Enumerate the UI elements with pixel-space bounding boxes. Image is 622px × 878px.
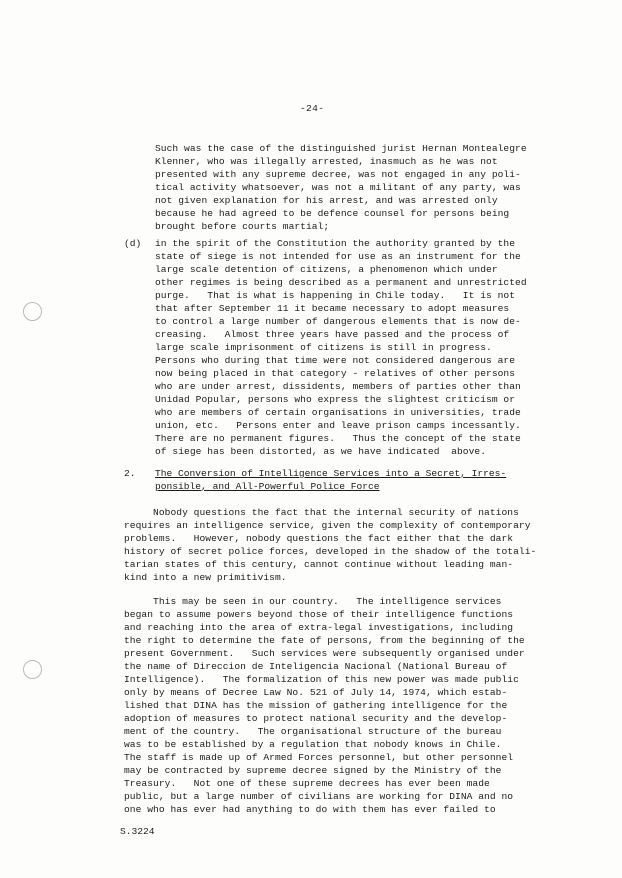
text-line: lished that DINA has the mission of gathering intelligence for the	[124, 700, 508, 711]
text-line: Nobody questions the fact that the internal security of nations	[124, 507, 519, 518]
text-line: requires an intelligence service, given the complexity of contemporary	[124, 520, 531, 531]
text-line: present Government. Such services were subsequently organised under	[124, 648, 525, 659]
punch-hole-lower	[23, 660, 42, 679]
text-line: tarian states of this century, cannot continue without leading man-	[124, 559, 514, 570]
text-line: This may be seen in our country. The intelligence services	[124, 596, 502, 607]
page-number: -24-	[300, 103, 325, 114]
text-line: only by means of Decree Law No. 521 of July 14, 1974, which estab-	[124, 687, 508, 698]
text-line: presented with any supreme decree, was not engaged in any poli-	[155, 169, 521, 180]
text-line: who are under arrest, dissidents, members of parties other than	[155, 381, 521, 392]
text-line: large scale imprisonment of citizens is still in progress.	[155, 342, 492, 353]
document-code: S.3224	[120, 826, 155, 837]
text-line: state of siege is not intended for use as an instrument for the	[155, 251, 521, 262]
text-line: Treasury. Not one of these supreme decrees has ever been made	[124, 778, 490, 789]
text-line: Unidad Popular, persons who express the slightest criticism or	[155, 394, 516, 405]
text-line: in the spirit of the Constitution the authority granted by the	[155, 238, 516, 249]
text-line: There are no permanent figures. Thus the concept of the state	[155, 433, 521, 444]
text-line: one who has ever had anything to do with them has ever failed to	[124, 804, 496, 815]
text-line: because he had agreed to be defence counsel for persons being	[155, 208, 510, 219]
text-line: ment of the country. The organisational structure of the bureau	[124, 726, 502, 737]
text-line: union, etc. Persons enter and leave prison camps incessantly.	[155, 420, 521, 431]
text-line: large scale detention of citizens, a phenomenon which under	[155, 264, 498, 275]
text-line: not given explanation for his arrest, and was arrested only	[155, 195, 498, 206]
text-line: began to assume powers beyond those of their intelligence functions	[124, 609, 514, 620]
text-line: The staff is made up of Armed Forces personnel, but other personnel	[124, 752, 514, 763]
section-title-line: ponsible, and All-Powerful Police Force	[155, 481, 380, 492]
text-line: adoption of measures to protect national security and the develop-	[124, 713, 508, 724]
text-line: the right to determine the fate of persons, from the beginning of the	[124, 635, 525, 646]
text-line: that after September 11 it became necessary to adopt measures	[155, 303, 510, 314]
text-line: of siege has been distorted, as we have indicated above.	[155, 446, 487, 457]
text-line: tical activity whatsoever, was not a militant of any party, was	[155, 182, 521, 193]
text-line: purge. That is what is happening in Chile today. It is not	[155, 290, 516, 301]
punch-hole-upper	[23, 302, 42, 321]
text-line: kind into a new primitivism.	[124, 572, 287, 583]
section-title-line: The Conversion of Intelligence Services into a Secret, Irres-	[155, 468, 507, 479]
text-line: brought before courts martial;	[155, 221, 330, 232]
text-line: problems. However, nobody questions the fact either that the dark	[124, 533, 514, 544]
text-line: other regimes is being described as a permanent and unrestricted	[155, 277, 527, 288]
text-line: Persons who during that time were not considered dangerous are	[155, 355, 516, 366]
text-line: was to be established by a regulation that nobody knows in Chile.	[124, 739, 502, 750]
text-line: Such was the case of the distinguished jurist Hernan Montealegre	[155, 143, 527, 154]
text-line: history of secret police forces, developed in the shadow of the totali-	[124, 546, 537, 557]
section-number: 2.	[124, 468, 136, 479]
text-line: and reaching into the area of extra-legal investigations, including	[124, 622, 514, 633]
text-line: Klenner, who was illegally arrested, inasmuch as he was not	[155, 156, 498, 167]
text-line: who are members of certain organisations in universities, trade	[155, 407, 521, 418]
text-line: Intelligence). The formalization of this new power was made public	[124, 674, 519, 685]
text-line: to control a large number of dangerous elements that is now de-	[155, 316, 521, 327]
text-line: the name of Direccion de Inteligencia Nacional (National Bureau of	[124, 661, 508, 672]
list-marker: (d)	[124, 238, 142, 249]
text-line: may be contracted by supreme decree signed by the Ministry of the	[124, 765, 502, 776]
text-line: public, but a large number of civilians are working for DINA and no	[124, 791, 514, 802]
text-line: now being placed in that category - relatives of other persons	[155, 368, 516, 379]
text-line: creasing. Almost three years have passed and the process of	[155, 329, 510, 340]
